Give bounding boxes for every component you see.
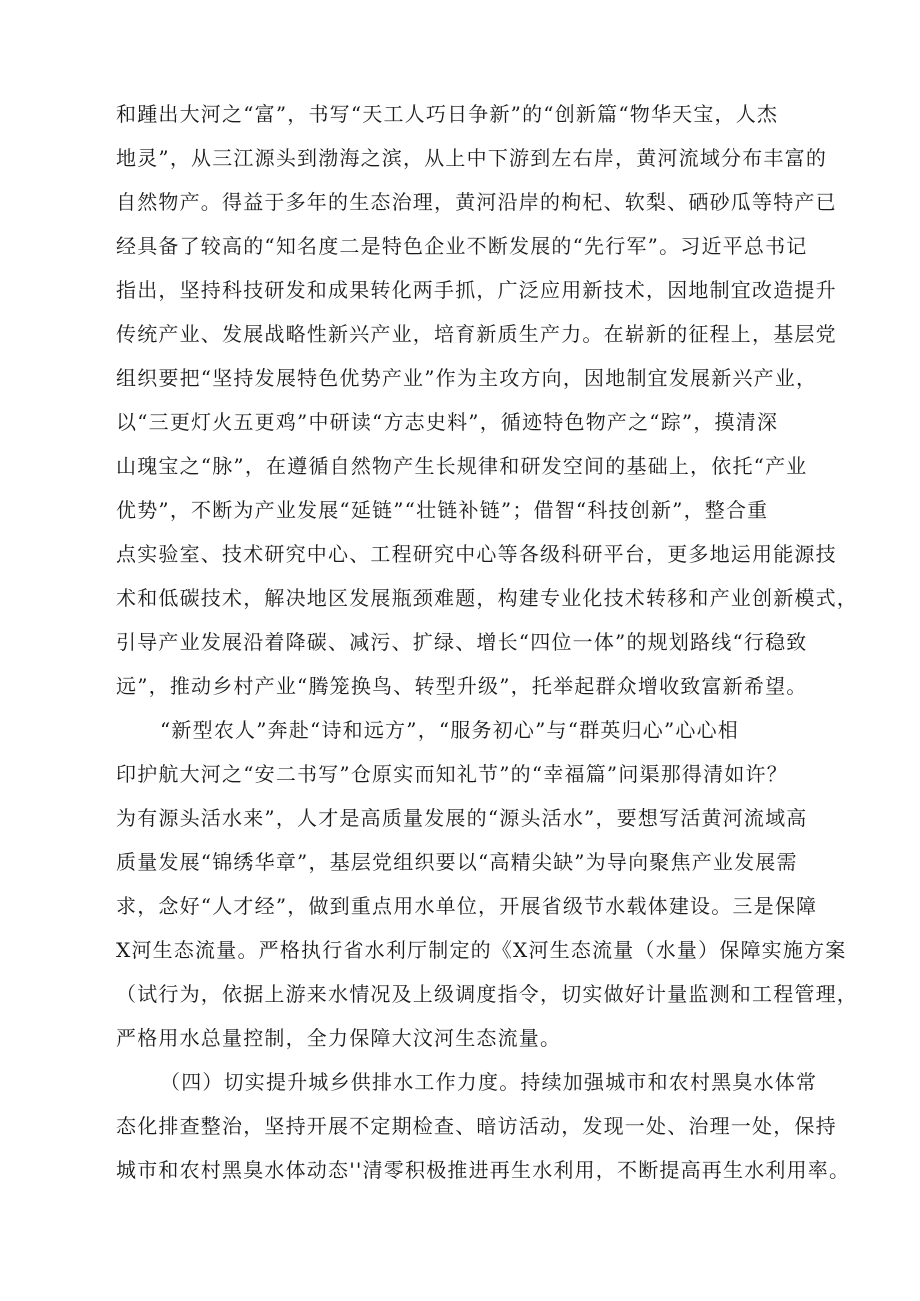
text-line: 指出，坚持科技研发和成果转化两手抓，广泛应用新技术，因地制宜改造提升 xyxy=(116,278,837,302)
text-line: 自然物产。得益于多年的生态治理，黄河沿岸的枸杞、软梨、硒砂瓜等特产已 xyxy=(116,190,837,214)
text-line: 引导产业发展沿着降碳、减污、扩绿、增长“四位一体”的规划路线“行稳致 xyxy=(116,630,808,654)
text-line: 组织要把“坚持发展特色优势产业”作为主攻方向，因地制宜发展新兴产业， xyxy=(116,366,818,390)
text-line: 优势”，不断为产业发展“延链”“壮链补链”；借智“科技创新”，整合重 xyxy=(116,498,769,522)
text-line: 山瑰宝之“脉”，在遵循自然物产生长规律和研发空间的基础上，依托“产业 xyxy=(116,454,808,478)
text-line: 传统产业、发展战略性新兴产业，培育新质生产力。在崭新的征程上，基层党 xyxy=(116,322,837,346)
text-line: 术和低碳技术，解决地区发展瓶颈难题，构建专业化技术转移和产业创新模式， xyxy=(116,586,858,610)
paragraph-first-line: （四）切实提升城乡供排水工作力度。持续加强城市和农村黑臭水体常 xyxy=(160,1070,818,1094)
text-line: （试行为，依据上游来水情况及上级调度指令，切实做好计量监测和工程管理， xyxy=(116,982,858,1006)
text-line: 远”，推动乡村产业“腾笼换鸟、转型升级”，托举起群众增收致富新希望。 xyxy=(116,674,808,698)
paragraph-first-line: “新型农人”奔赴“诗和远方”，“服务初心”与“群英归心”心心相 xyxy=(160,718,739,742)
text-line: 印护航大河之“安二书写”仓原实而知礼节”的“幸福篇”问渠那得清如许？ xyxy=(116,762,788,786)
text-line: 求，念好“人才经”，做到重点用水单位，开展省级节水载体建设。三是保障 xyxy=(116,894,818,918)
text-line: 城市和农村黑臭水体动态''清零积极推进再生水利用，不断提高再生水利用率。 xyxy=(116,1158,851,1182)
text-line: 经具备了较高的“知名度二是特色企业不断发展的“先行军”。习近平总书记 xyxy=(116,234,808,258)
body-text xyxy=(116,92,856,1192)
text-line: 严格用水总量控制，全力保障大汶河生态流量。 xyxy=(116,1026,562,1050)
text-line: 态化排查整治，坚持开展不定期检查、暗访活动，发现一处、治理一处，保持 xyxy=(116,1114,837,1138)
text-line: 和踵出大河之“富”，书写“天工人巧日争新”的“创新篇“物华天宝，人杰 xyxy=(116,102,779,126)
text-line: 质量发展“锦绣华章”，基层党组织要以“高精尖缺”为导向聚焦产业发展需 xyxy=(116,850,798,874)
text-line: 以“三更灯火五更鸡”中研读“方志史料”，循迹特色物产之“踪”，摸清深 xyxy=(116,410,779,434)
text-line: 地灵”，从三江源头到渤海之滨，从上中下游到左右岸，黄河流域分布丰富的 xyxy=(116,146,828,170)
text-line: X河生态流量。严格执行省水利厅制定的《X河生态流量（水量）保障实施方案 xyxy=(116,938,847,962)
text-line: 为有源头活水来”，人才是高质量发展的“源头活水”，要想写活黄河流域高 xyxy=(116,806,808,830)
text-line: 点实验室、技术研究中心、工程研究中心等各级科研平台，更多地运用能源技 xyxy=(116,542,837,566)
